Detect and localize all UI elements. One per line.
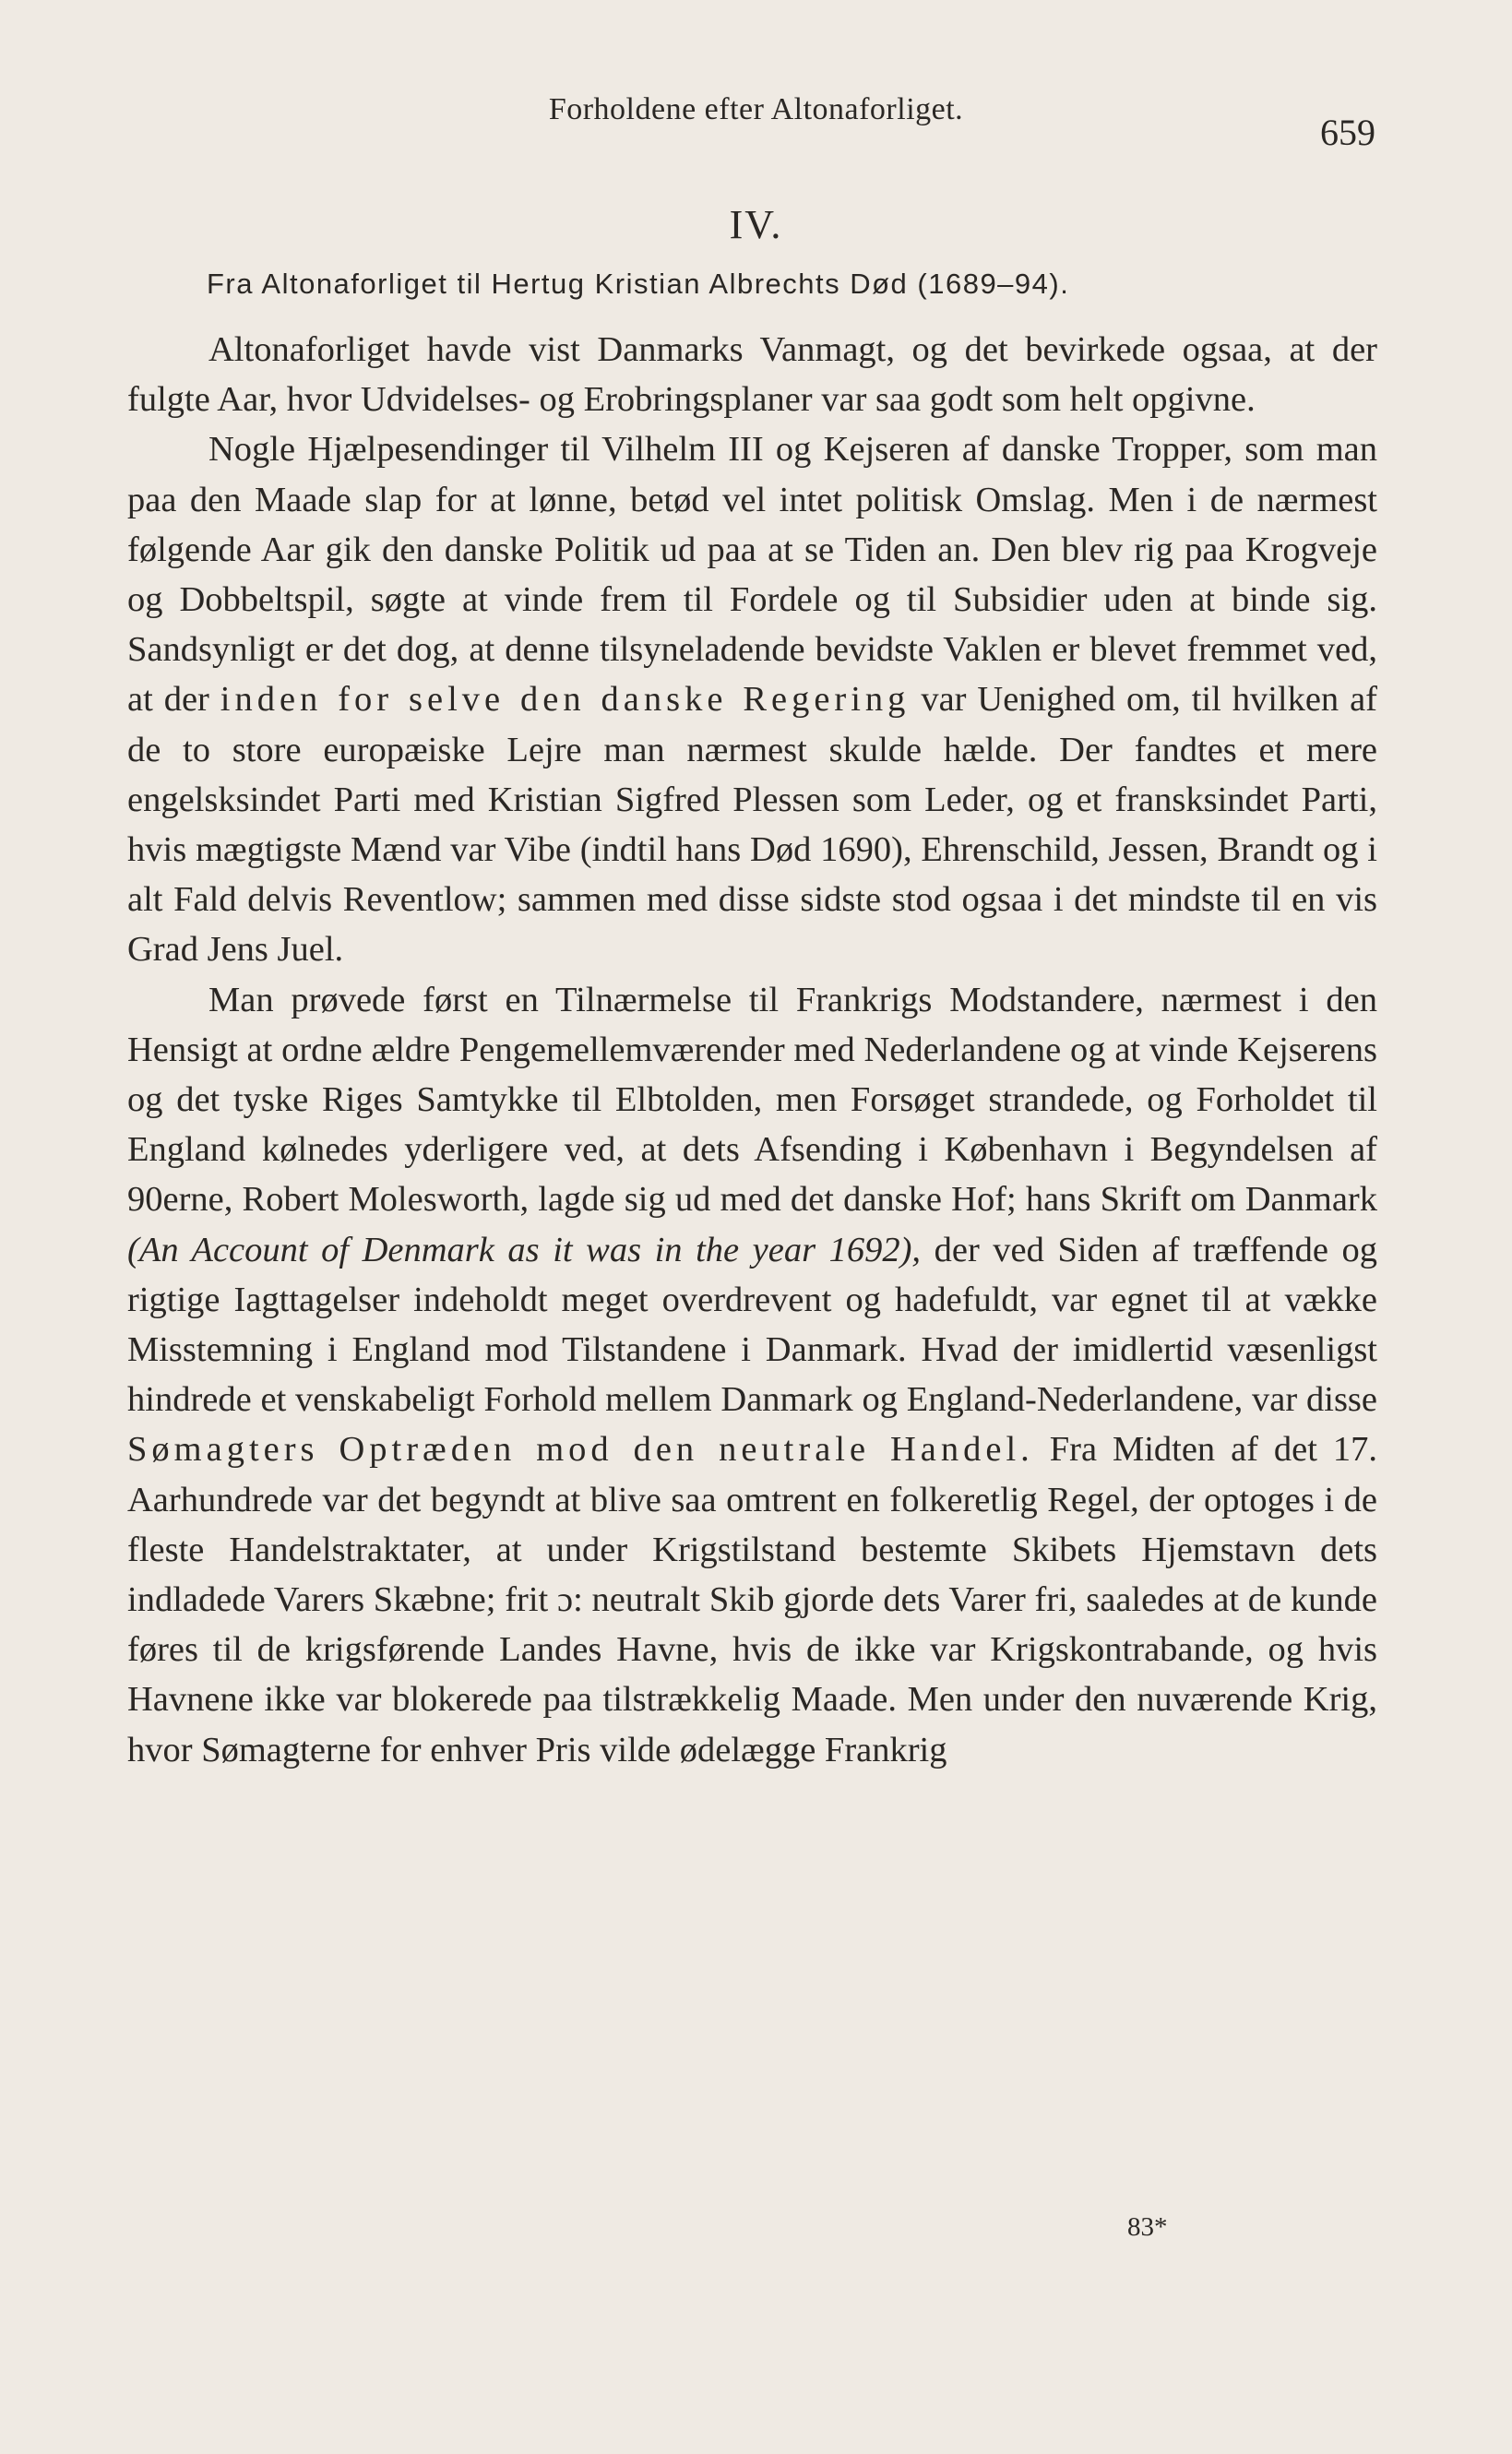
text-run: Altonaforliget havde vist Danmarks Vanmagt, og det bevirkede ogsaa, at der fulgte Aar, hvor Udvidelses- og Erobringsplaner var saa godt som helt opgivne. bbox=[127, 330, 1377, 420]
text-run: Fra Midten af det 17. Aarhundrede var det begyndt at blive saa omtrent en folkeretlig Regel, der optoges i de fleste Handelstraktater, at under Krigstilstand bestemte Skibets Hjemstavn dets indladede Varers Skæbne; frit ɔ: neutralt Skib gjorde dets Varer fri, saaledes at de kunde føres til de krigsførende Landes Havne, hvis de ikke var Krigskontrabande, og hvis Havnene ikke var blokerede paa tilstrækkelig Maade. Men under den nuværende Krig, hvor Sømagterne for enhver Pris vilde ødelægge Frankrig bbox=[127, 1430, 1378, 1769]
text-run: Nogle Hjælpesendinger til Vilhelm III og Kejseren af danske Tropper, som man paa den Maade slap for at lønne, betød vel intet politisk Omslag. Men i de nærmest følgende Aar gik den danske Politik ud paa at se Tiden an. Den blev rig paa Krogveje og Dobbeltspil, søgte at vinde frem til Fordele og til Subsidier uden at binde sig. Sandsynligt er det dog, at denne tilsyneladende bevidste Vaklen er blevet fremmet ved, at der bbox=[127, 430, 1377, 720]
spaced-emphasis: inden for selve den danske Regering bbox=[220, 680, 911, 720]
text-run: Man prøvede først en Tilnærmelse til Frankrigs Modstandere, nærmest i den Hensigt at ordne ældre Pengemellemværender med Nederlandene og at vinde Kejserens og det tyske Riges Samtykke til Elbtolden, men Forsøget strandede, og Forholdet til England kølnedes yderligere ved, at dets Afsending i København i Begyndelsen af 90erne, Robert Molesworth, lagde sig ud med det danske Hof; hans Skrift om Danmark bbox=[127, 980, 1377, 1220]
italic-title: (An Account of Denmark as it was in the year 1692), bbox=[127, 1230, 922, 1269]
paragraph bbox=[127, 975, 1377, 1775]
signature-mark: 83* bbox=[1127, 2212, 1168, 2242]
section-title: Fra Altonaforliget til Hertug Kristian Albrechts Død (1689–94). bbox=[207, 268, 1070, 300]
page-number: 659 bbox=[1320, 112, 1375, 153]
running-head: Forholdene efter Altonaforliget. bbox=[548, 92, 964, 126]
spaced-emphasis: Sømagters Optræden mod den neutrale Handel. bbox=[127, 1430, 1034, 1470]
paragraph bbox=[127, 325, 1377, 424]
text-run: var Uenighed om, til hvilken af de to store europæiske Lejre man nærmest skulde hælde. Der fandtes et mere engelsksindet Parti med Kristian Sigfred Plessen som Leder, og et fransksindet Parti, hvis mægtigste Mænd var Vibe (indtil hans Død 1690), Ehrenschild, Jessen, Brandt og i alt Fald delvis Reventlow; sammen med disse sidste stod ogsaa i det mindste til en vis Grad Jens Juel. bbox=[127, 680, 1377, 970]
paragraph bbox=[127, 424, 1377, 974]
body-text bbox=[127, 325, 1377, 1775]
section-numeral: IV. bbox=[729, 202, 783, 247]
text-run: der ved Siden af træffende og rigtige Iagttagelser indeholdt meget overdrevent og hadefuldt, var egnet til at vække Misstemning i England mod Tilstandene i Danmark. Hvad der imidlertid væsenligst hindrede et venskabeligt Forhold mellem Danmark og England-Nederlandene, var disse bbox=[127, 1230, 1377, 1420]
